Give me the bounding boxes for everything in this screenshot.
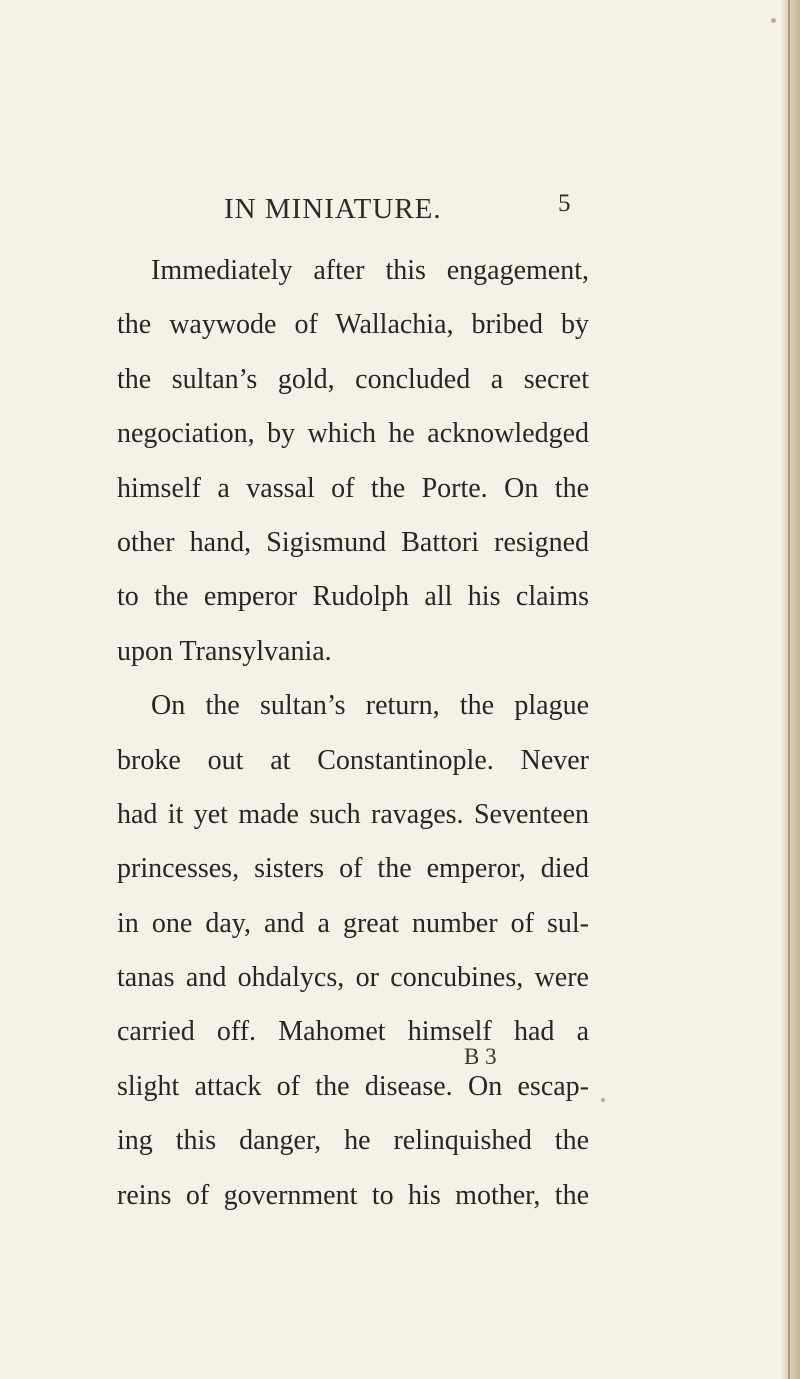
text-line: ing this danger, he relinquished the [117, 1125, 589, 1157]
ink-speck [601, 1098, 605, 1102]
text-line: On the sultan’s return, the plague [151, 690, 589, 722]
text-line: Immediately after this engagement, [151, 255, 589, 286]
text-line: tanas and ohdalycs, or concubines, were [117, 962, 589, 994]
text-line: carried off. Mahomet himself had a [117, 1016, 589, 1048]
ink-speck [771, 18, 776, 23]
text-line: had it yet made such ravages. Seventeen [117, 798, 589, 830]
text-line: upon Transylvania. [117, 635, 332, 667]
page-edge-line [788, 0, 790, 1379]
signature-mark: B 3 [464, 1044, 497, 1069]
text-line: himself a vassal of the Porte. On the [117, 472, 589, 504]
text-line: the waywode of Wallachia, bribed by [117, 309, 589, 341]
text-line: reins of government to his mother, the [117, 1179, 589, 1211]
text-line: slight attack of the disease. On escap- [117, 1070, 589, 1102]
text-line: in one day, and a great number of sul- [117, 907, 589, 939]
text-line: the sultan’s gold, concluded a secret [117, 363, 589, 395]
text-line: princesses, sisters of the emperor, died [117, 853, 589, 885]
page-edge-shadow [780, 0, 800, 1379]
text-line: negociation, by which he acknowledged [117, 418, 589, 450]
text-line: broke out at Constantinople. Never [117, 744, 589, 776]
body-text [117, 249, 589, 1228]
text-line: other hand, Sigismund Battori resigned [117, 526, 589, 558]
running-title: IN MINIATURE. [224, 193, 442, 225]
text-line: to the emperor Rudolph all his claims [117, 581, 589, 613]
page-number: 5 [558, 190, 571, 217]
